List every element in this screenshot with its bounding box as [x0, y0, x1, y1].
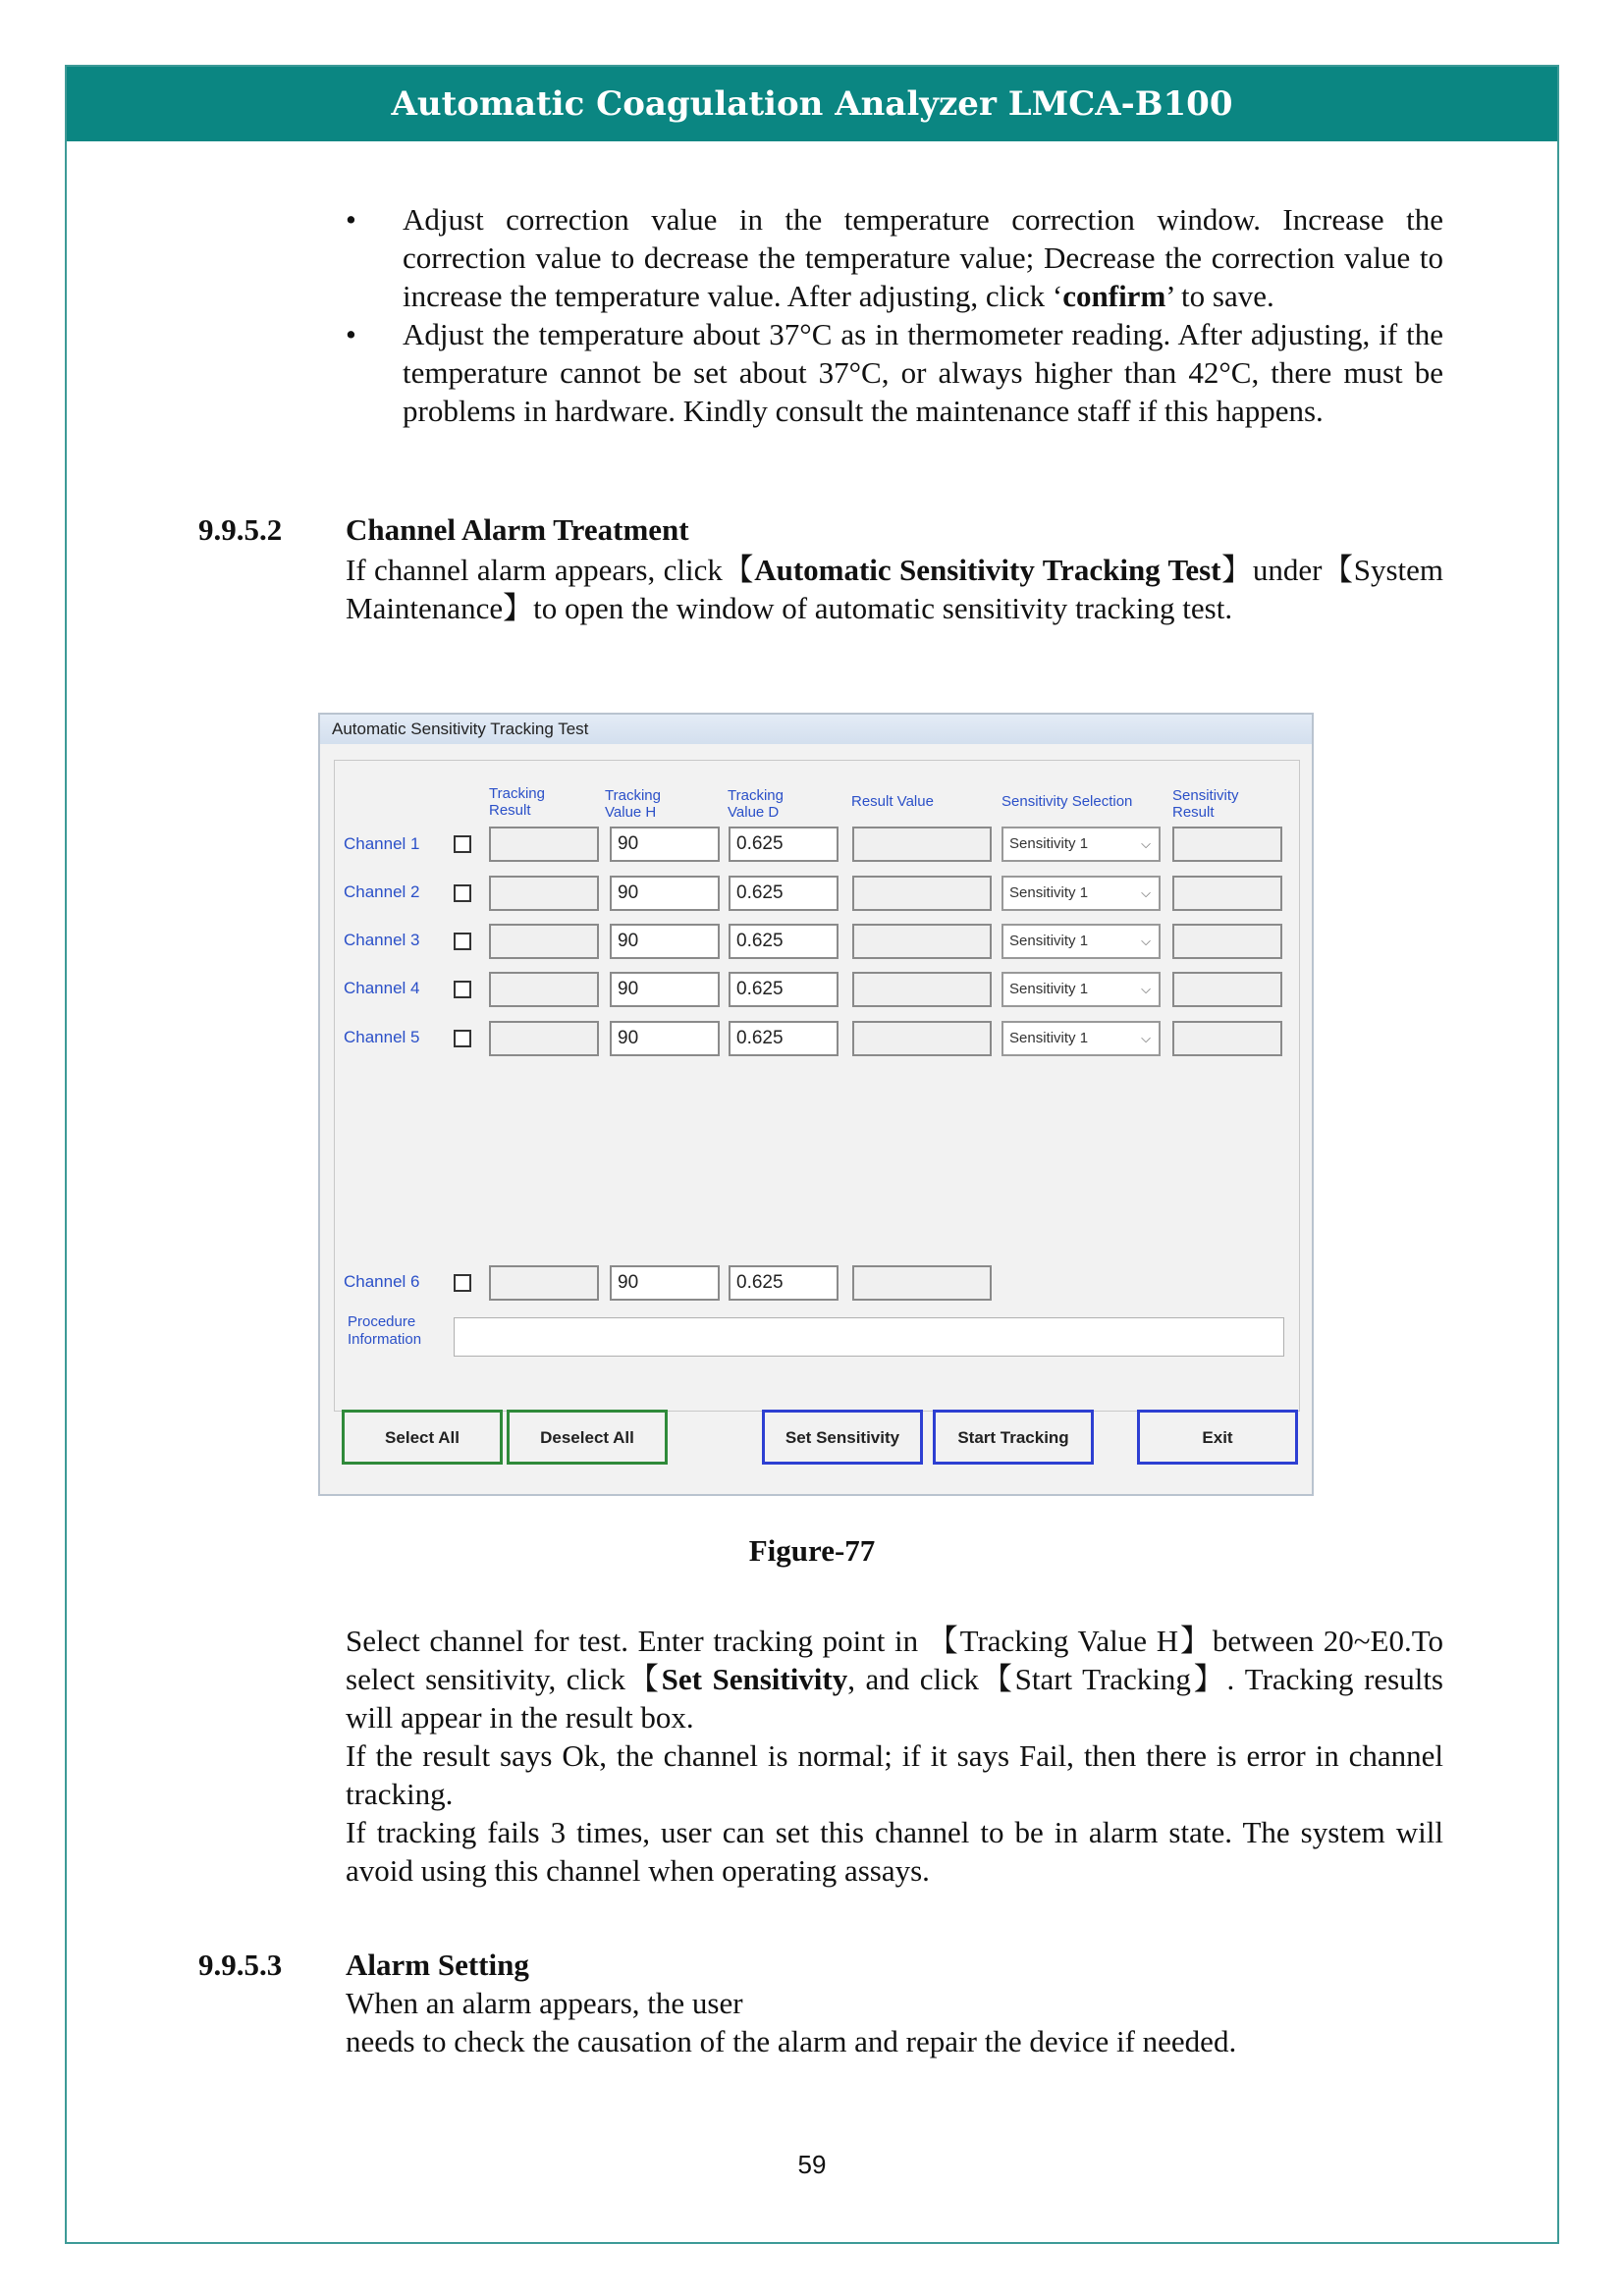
channel-6-value-d[interactable]: 0.625 — [729, 1265, 839, 1301]
channel-2-checkbox[interactable] — [454, 884, 471, 902]
alarm-setting-text — [346, 1984, 1443, 2060]
chevron-down-icon: ⌵ — [1141, 885, 1151, 900]
channel-1-value-h[interactable]: 90 — [610, 827, 720, 862]
channel-3-label: Channel 3 — [344, 931, 420, 949]
section-title: Alarm Setting — [346, 1948, 529, 1982]
instructions-paragraph: Select channel for test. Enter tracking point in 【Tracking Value H】between 20~E0.To select sensitivity, click【Set Sensitivity, and click【Start Tracking】. Tracking results will appear in the result box. — [346, 1624, 1444, 1735]
channel-6-checkbox[interactable] — [454, 1274, 471, 1292]
channel-5-checkbox[interactable] — [454, 1030, 471, 1047]
channel-4-result-value — [852, 972, 992, 1007]
channel-4-label: Channel 4 — [344, 979, 420, 997]
channel-5-label: Channel 5 — [344, 1028, 420, 1046]
header-sensitivity-result: Sensitivity Result — [1172, 787, 1239, 821]
chevron-down-icon: ⌵ — [1141, 1031, 1151, 1045]
channel-2-value-d[interactable]: 0.625 — [729, 876, 839, 911]
channel-3-value-d[interactable]: 0.625 — [729, 924, 839, 959]
channel-4-value-d[interactable]: 0.625 — [729, 972, 839, 1007]
channel-2-result-value — [852, 876, 992, 911]
bullet-list — [346, 200, 1443, 430]
channel-1-checkbox[interactable] — [454, 835, 471, 853]
alarm-state-paragraph: If tracking fails 3 times, user can set this channel to be in alarm state. The system will avoid using this channel when operating assays. — [346, 1815, 1443, 1888]
channel-3-result-value — [852, 924, 992, 959]
channel-1-value-d[interactable]: 0.625 — [729, 827, 839, 862]
channel-4-checkbox[interactable] — [454, 981, 471, 998]
channel-5-value-d[interactable]: 0.625 — [729, 1021, 839, 1056]
result-paragraph: If the result says Ok, the channel is normal; if it says Fail, then there is error in channel tracking. — [346, 1738, 1443, 1811]
channel-5-sensitivity-select[interactable]: Sensitivity 1 ⌵ — [1001, 1021, 1161, 1056]
channel-1-result-value — [852, 827, 992, 862]
channel-2-value-h[interactable]: 90 — [610, 876, 720, 911]
figure-caption: Figure-77 — [748, 1533, 876, 1568]
deselect-all-button[interactable]: Deselect All — [507, 1410, 668, 1465]
channel-4-value-h[interactable]: 90 — [610, 972, 720, 1007]
bullet-icon: • — [346, 317, 356, 351]
channel-1-label: Channel 1 — [344, 834, 420, 853]
channel-6-tracking-result — [489, 1265, 599, 1301]
set-sensitivity-button[interactable]: Set Sensitivity — [762, 1410, 923, 1465]
channel-1-sensitivity-select[interactable]: Sensitivity 1 ⌵ — [1001, 827, 1161, 862]
alarm-setting-line-1: When an alarm appears, the user — [346, 1986, 743, 2020]
procedure-information-box — [454, 1317, 1284, 1357]
dialog-title: Automatic Sensitivity Tracking Test — [320, 715, 1312, 744]
channel-2-tracking-result — [489, 876, 599, 911]
channel-1-tracking-result — [489, 827, 599, 862]
channel-3-sensitivity-select[interactable]: Sensitivity 1 ⌵ — [1001, 924, 1161, 959]
channel-alarm-paragraph: If channel alarm appears, click【Automatic Sensitivity Tracking Test】under【System Maintenance】to open the window of automatic sensitivity tracking test. — [346, 553, 1444, 625]
confirm-emphasis: confirm — [1062, 279, 1166, 313]
exit-button[interactable]: Exit — [1137, 1410, 1298, 1465]
channel-2-sensitivity-result — [1172, 876, 1282, 911]
instructions-text — [346, 1622, 1443, 1890]
document-title: Automatic Coagulation Analyzer LMCA-B100 — [391, 84, 1233, 124]
channel-5-tracking-result — [489, 1021, 599, 1056]
channel-6-value-h[interactable]: 90 — [610, 1265, 720, 1301]
start-tracking-button[interactable]: Start Tracking — [933, 1410, 1094, 1465]
header-tracking-value-h: Tracking Value H — [605, 787, 661, 821]
channel-4-tracking-result — [489, 972, 599, 1007]
channel-4-sensitivity-result — [1172, 972, 1282, 1007]
channel-1-sensitivity-result — [1172, 827, 1282, 862]
bullet-item: • Adjust the temperature about 37°C as in thermometer reading. After adjusting, if the temperature cannot be set about 37°C, or always higher than 42°C, there must be problems in hardware. Kindly consult the maintenance staff if this happens. — [346, 317, 1443, 428]
header-tracking-result: Tracking Result — [489, 785, 545, 819]
channel-2-label: Channel 2 — [344, 882, 420, 901]
chevron-down-icon: ⌵ — [1141, 982, 1151, 996]
channel-3-tracking-result — [489, 924, 599, 959]
section-number: 9.9.5.2 — [198, 512, 283, 547]
page-number: 59 — [797, 2150, 827, 2179]
channel-3-checkbox[interactable] — [454, 933, 471, 950]
header-tracking-value-d: Tracking Value D — [728, 787, 784, 821]
chevron-down-icon: ⌵ — [1141, 836, 1151, 851]
channel-4-sensitivity-select[interactable]: Sensitivity 1 ⌵ — [1001, 972, 1161, 1007]
select-all-button[interactable]: Select All — [342, 1410, 503, 1465]
bullet-item: • Adjust correction value in the temperature correction window. Increase the correction value to decrease the temperature value; Decrease the correction value to increase the temperature value. After adjusting, click ‘confirm’ to save. — [346, 202, 1443, 313]
alarm-setting-line-2: needs to check the causation of the alarm and repair the device if needed. — [346, 2024, 1237, 2058]
header-sensitivity-selection: Sensitivity Selection — [1001, 793, 1133, 810]
channel-5-result-value — [852, 1021, 992, 1056]
section-title: Channel Alarm Treatment — [346, 512, 689, 547]
chevron-down-icon: ⌵ — [1141, 934, 1151, 948]
header-result-value: Result Value — [851, 793, 934, 810]
channel-3-value-h[interactable]: 90 — [610, 924, 720, 959]
tracking-test-dialog — [318, 713, 1314, 1496]
document-header — [67, 67, 1557, 141]
channel-5-value-h[interactable]: 90 — [610, 1021, 720, 1056]
channel-3-sensitivity-result — [1172, 924, 1282, 959]
channel-6-label: Channel 6 — [344, 1272, 420, 1291]
channel-2-sensitivity-select[interactable]: Sensitivity 1 ⌵ — [1001, 876, 1161, 911]
section-number: 9.9.5.3 — [198, 1948, 283, 1982]
channel-5-sensitivity-result — [1172, 1021, 1282, 1056]
channel-6-result-value — [852, 1265, 992, 1301]
procedure-information-label: Procedure Information — [348, 1313, 422, 1348]
bullet-icon: • — [346, 202, 356, 237]
